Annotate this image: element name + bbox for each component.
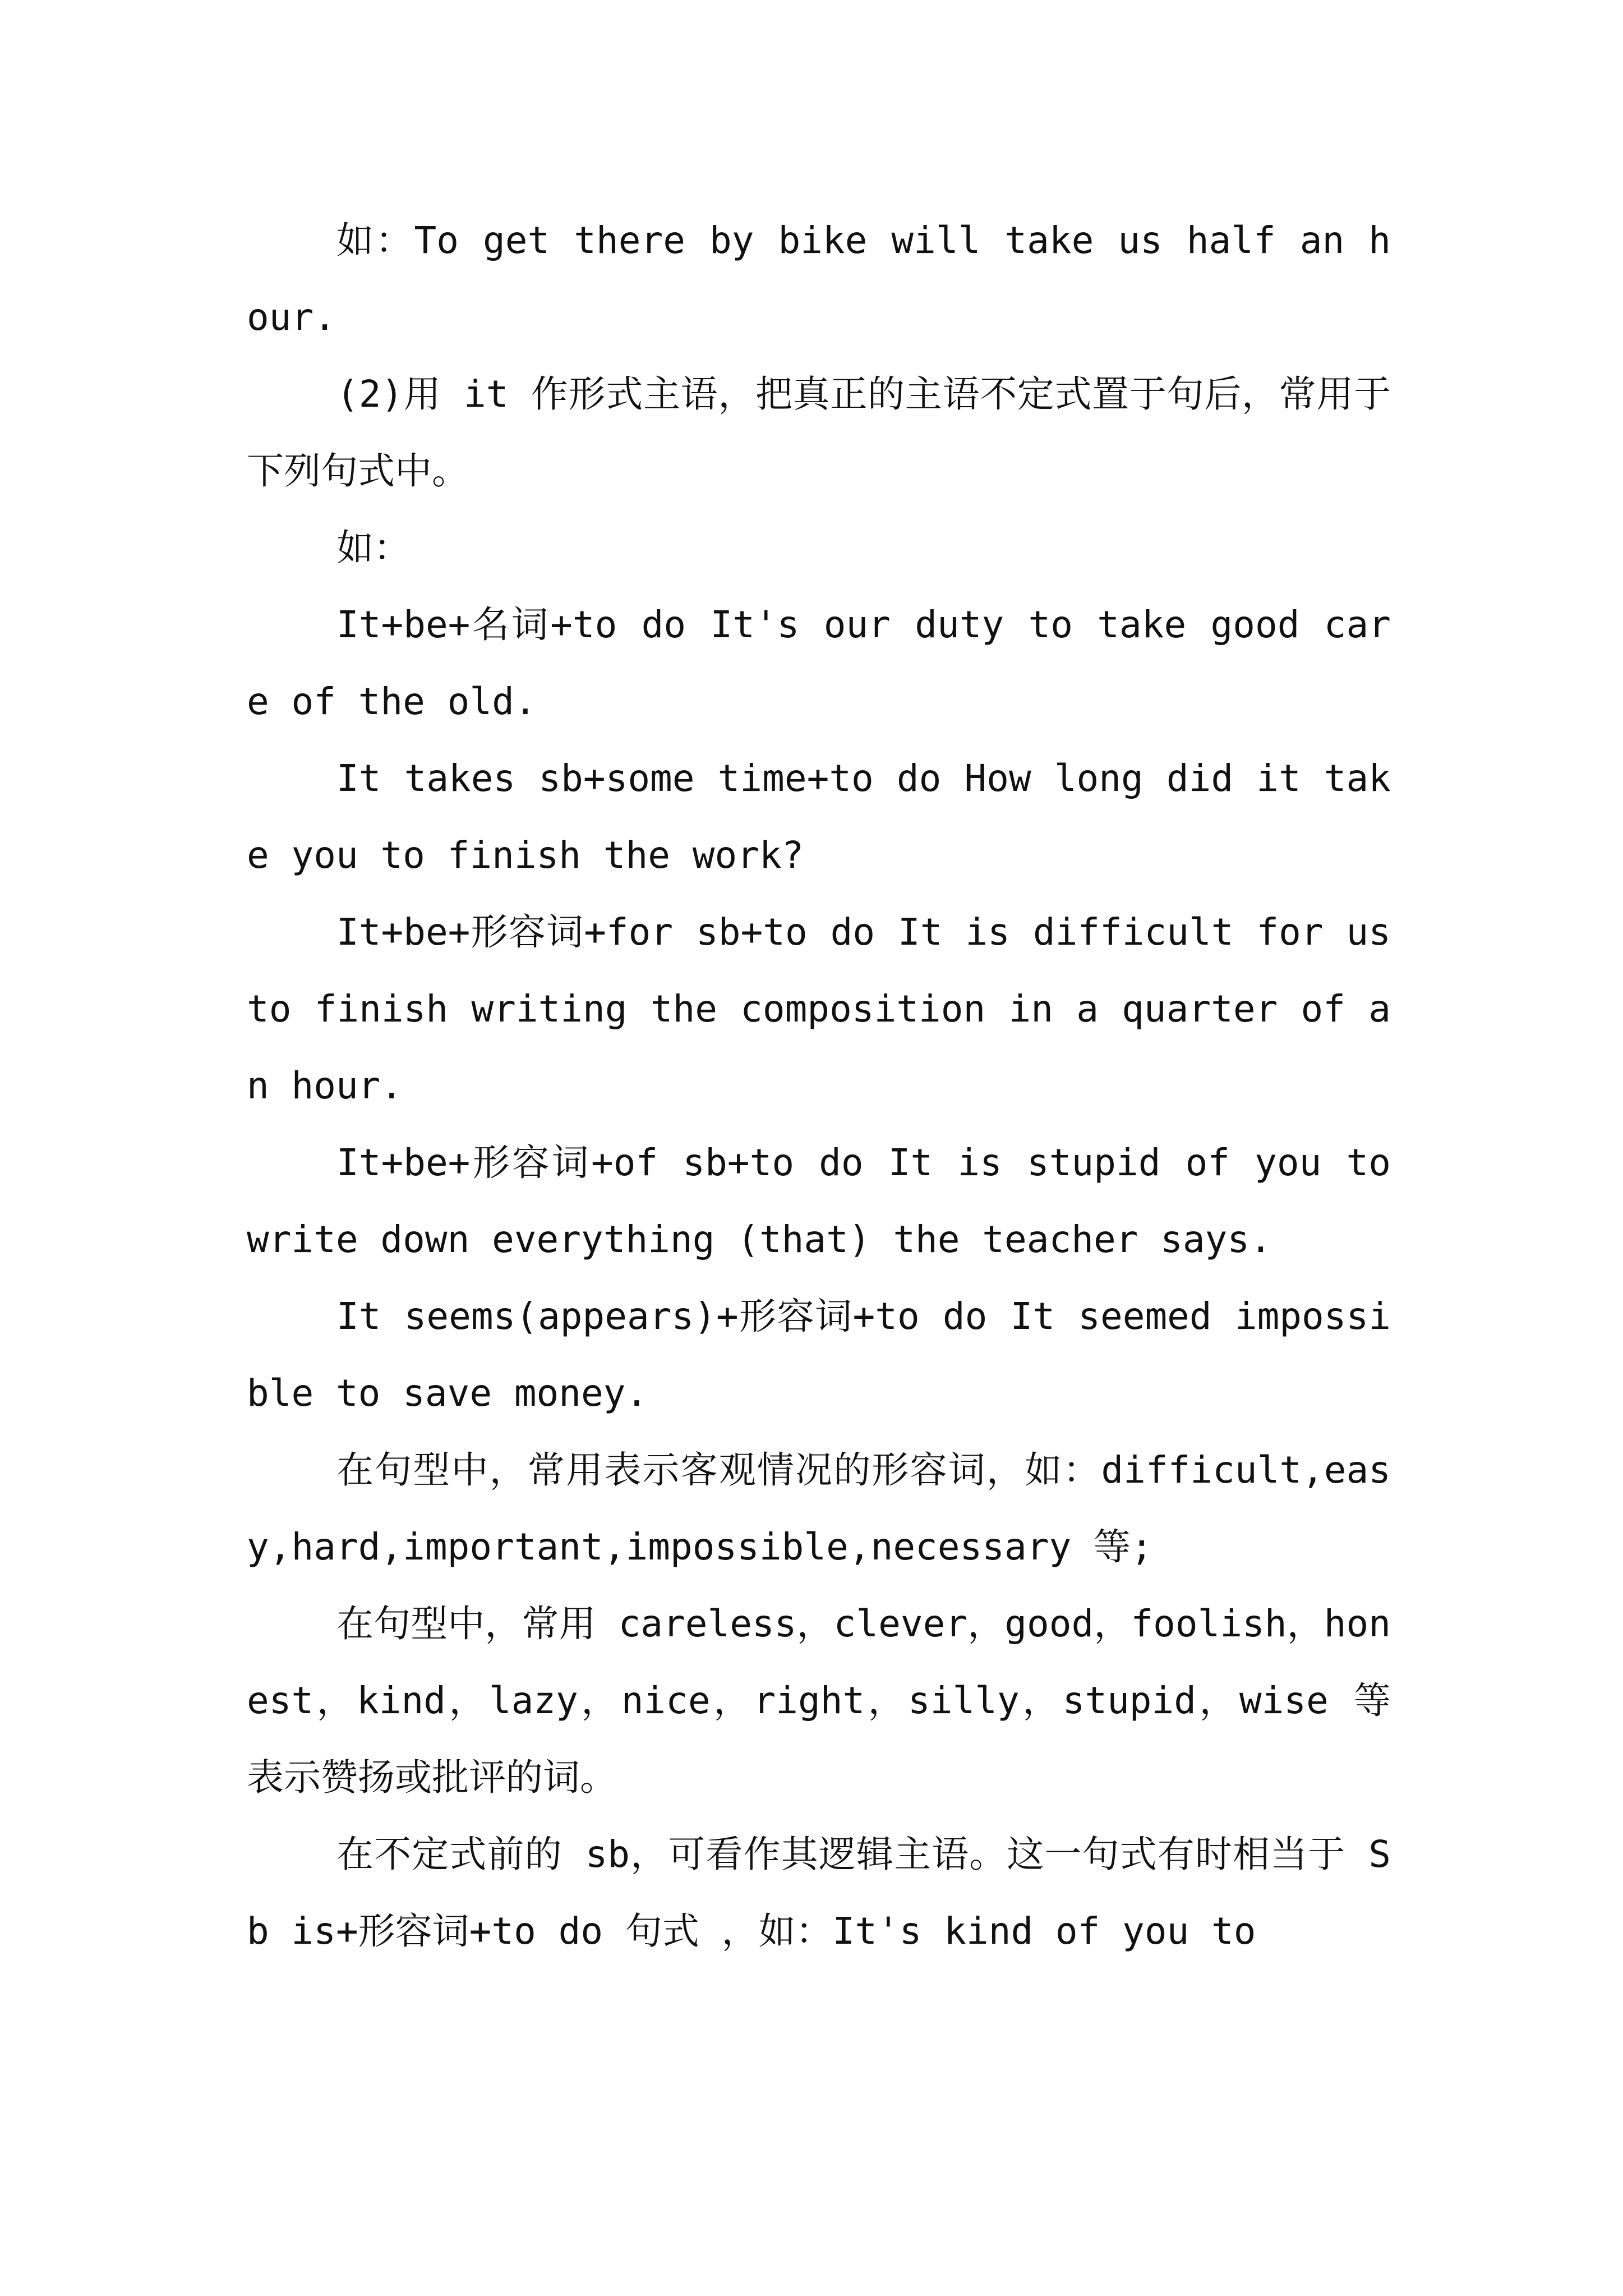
paragraph-formal-subject: (2)用 it 作形式主语，把真正的主语不定式置于句后，常用于下列句式中。	[247, 372, 1391, 493]
paragraph-praise-criticism-words: 在句型中，常用 careless，clever，good，foolish，honest，kind，lazy，nice，right，silly，stupid，wise 等 表示赞扬或批评的词。	[247, 1602, 1391, 1799]
paragraph-example-label: 如：	[336, 526, 411, 569]
paragraph-pattern-takes: It takes sb+some time+to do How long did it take you to finish the work?	[247, 757, 1391, 877]
paragraph-pattern-adj-of: It+be+形容词+of sb+to do It is stupid of you to write down everything (that) the teacher says.	[247, 1141, 1391, 1261]
paragraph-pattern-seems: It seems(appears)+形容词+to do It seemed impossible to save money.	[247, 1295, 1391, 1415]
paragraph-example-bike: 如：To get there by bike will take us half an hour.	[247, 219, 1391, 339]
paragraph-pattern-noun: It+be+名词+to do It's our duty to take good care of the old.	[247, 603, 1391, 723]
paragraph-objective-adjectives: 在句型中，常用表示客观情况的形容词，如：difficult,easy,hard,important,impossible,necessary 等;	[247, 1448, 1391, 1568]
paragraph-logical-subject: 在不定式前的 sb，可看作其逻辑主语。这一句式有时相当于 Sb is+形容词+to do 句式 ，如：It's kind of you to	[247, 1833, 1391, 1953]
paragraph-pattern-adj-for: It+be+形容词+for sb+to do It is difficult for us to finish writing the composition in a quarter of an hour.	[247, 910, 1391, 1107]
document-page	[247, 202, 1391, 1970]
